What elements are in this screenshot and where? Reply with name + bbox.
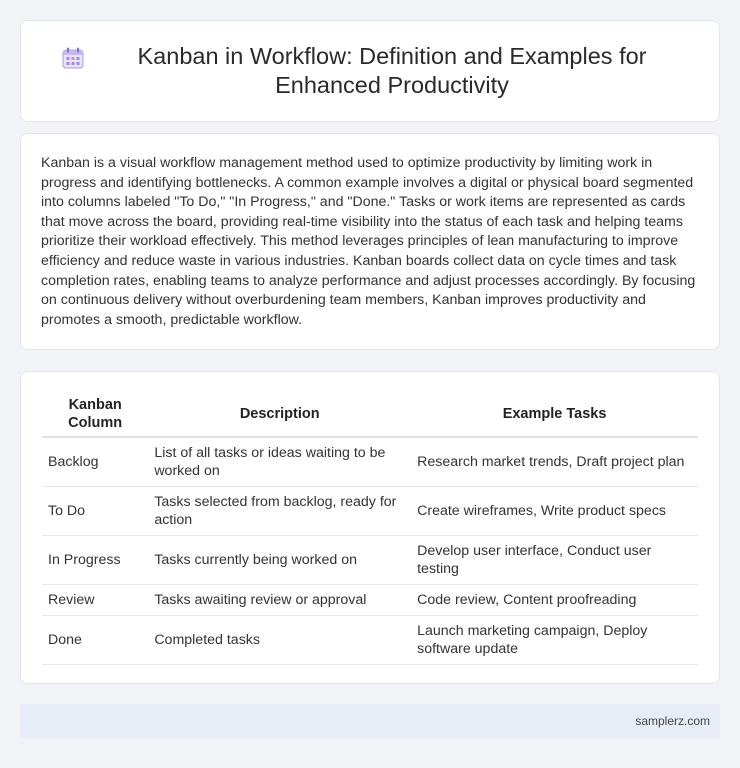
description-text: Kanban is a visual workflow management method used to optimize productivity by limiting work in progress and identifying bottlenecks. A common example involves a digital or physical board segmented into columns labeled "To Do," "In Progress," and "Done." Tasks or work items are represented as cards that move across the board, providing real-time visibility into the status of each task and helping teams prioritize their workload effectively. This method leverages principles of lean manufacturing to improve efficiency and reduce waste in various industries. Kanban boards collect data on cycle times and task completion rates, enabling teams to analyze performance and adjust processes accordingly. By focusing on continuous delivery without overburdening team members, Kanban improves productivity and promotes a smooth, predictable workflow. (41, 155, 696, 328)
footer-site-link[interactable]: samplerz.com (635, 714, 710, 728)
cell-description: Tasks awaiting review or approval (148, 584, 411, 615)
table-row (42, 584, 698, 615)
cell-description: Tasks currently being worked on (148, 535, 411, 584)
cell-example-tasks: Code review, Content proofreading (411, 584, 698, 615)
column-header-description: Description (148, 392, 411, 437)
cell-example-tasks: Create wireframes, Write product specs (411, 486, 698, 535)
cell-kanban-column: Review (42, 584, 148, 615)
footer (20, 704, 720, 738)
kanban-table (42, 392, 698, 665)
calendar-icon (61, 46, 85, 70)
cell-description: Completed tasks (148, 615, 411, 664)
title-wrap (21, 42, 719, 100)
table-row (42, 615, 698, 664)
cell-kanban-column: In Progress (42, 535, 148, 584)
table-row (42, 486, 698, 535)
cell-description: Tasks selected from backlog, ready for action (148, 486, 411, 535)
table-row (42, 535, 698, 584)
cell-example-tasks: Launch marketing campaign, Deploy software update (411, 615, 698, 664)
column-header-example-tasks: Example Tasks (411, 392, 698, 437)
title-card (20, 20, 720, 122)
table-row (42, 437, 698, 486)
column-header-kanban-column: Kanban Column (42, 392, 148, 437)
page-title: Kanban in Workflow: Definition and Examples for Enhanced Productivity (137, 43, 647, 98)
cell-kanban-column: Backlog (42, 437, 148, 486)
cell-kanban-column: To Do (42, 486, 148, 535)
cell-description: List of all tasks or ideas waiting to be worked on (148, 437, 411, 486)
cell-example-tasks: Research market trends, Draft project plan (411, 437, 698, 486)
cell-example-tasks: Develop user interface, Conduct user testing (411, 535, 698, 584)
table-card (20, 371, 720, 684)
description-card (20, 133, 720, 350)
table-header-row (42, 392, 698, 437)
cell-kanban-column: Done (42, 615, 148, 664)
